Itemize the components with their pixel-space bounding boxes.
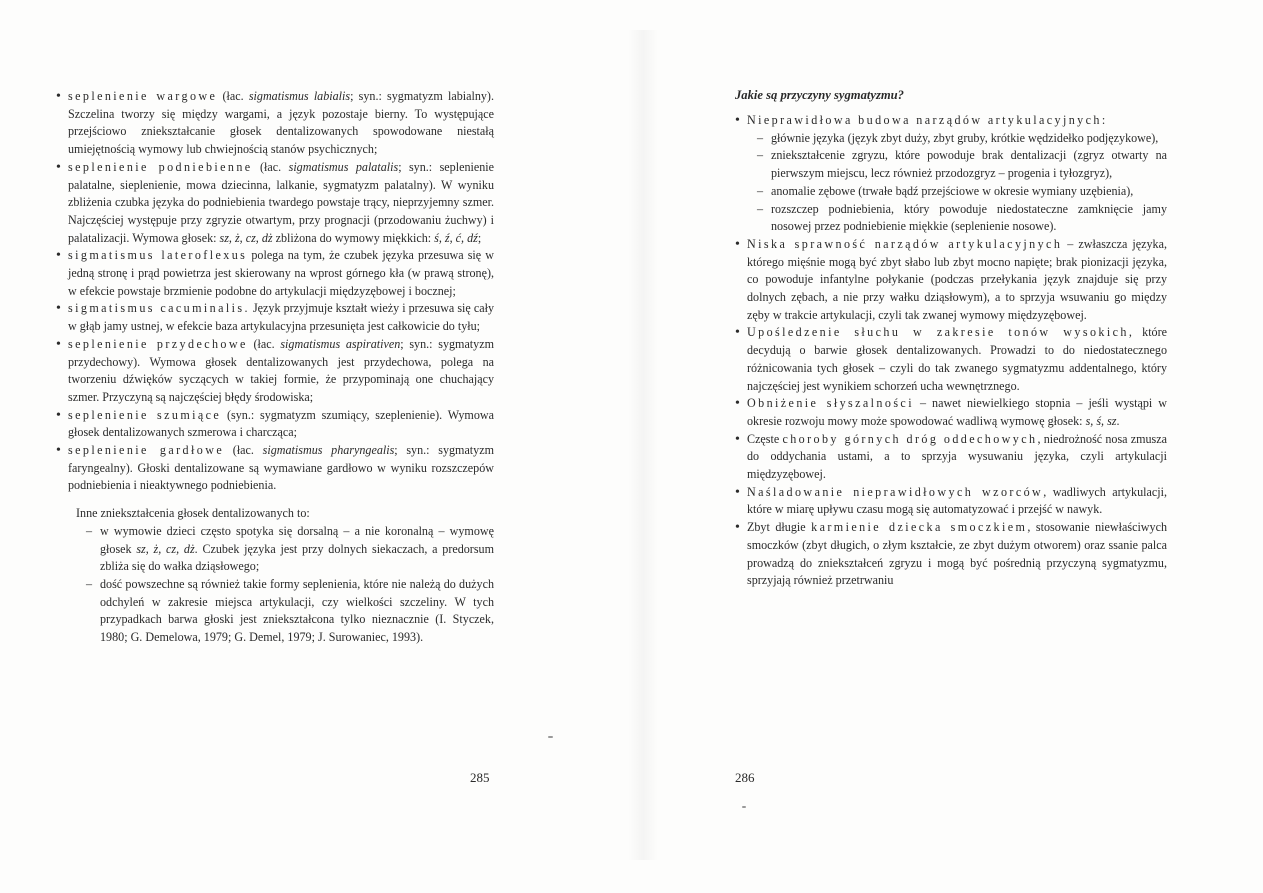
item-text: dość powszechne są również takie formy seplenienia, które nie należą do dużych odchyleń w zakresie miejsca artykulacji, czy wielkości szczeliny. W tych przypadkach barwa głoski jest zniekształcona tylko nieznacznie (I. Styczek, 1980; G. Demelowa, 1979; G. Demel, 1979; J. Surowaniec, 1993).	[100, 576, 494, 645]
cause-item	[735, 519, 1167, 590]
cause-term: Upośledzenie słuchu w zakresie tonów wysokich	[747, 325, 1129, 340]
item-text: (łac.	[252, 159, 289, 174]
cause-term: choroby górnych dróg oddechowych	[782, 431, 1038, 446]
cause-item	[735, 484, 1167, 519]
item-text: ; syn.: sygmatyzm przydechowy). Wymowa głosek dentalizowanych jest przydechowa, polega na tworzeniu dźwięków syczących w takiej formie, że przypominają one chuchający szmer. Przyczyną są najczęściej błędy środowiska;	[68, 336, 494, 404]
cause-term: karmienie dziecka smoczkiem	[811, 520, 1028, 535]
latin-name: sigmatismus aspirativen	[280, 336, 401, 351]
book-gutter	[628, 30, 658, 860]
cause-term: Niska sprawność narządów artykulacyjnych	[747, 236, 1063, 251]
cause-sublist	[747, 130, 1167, 236]
item-text: ; syn.: seplenienie palatalne, sieplenienie, mowa dziecinna, lalkanie, sygmatyzm palatalny). W wyniku zbliżenia czubka języka do podniebienia twardego powstaje trący, nieprzyjemny szmer. Najczęściej występuje przy zgryzie otwartym, przy prognacji (przodowaniu żuchwy) i palatalizacji. Wymowa głosek:	[68, 159, 494, 245]
item-text: (łac.	[217, 89, 249, 103]
latin-name: sigmatismus labialis	[248, 89, 351, 103]
left-page	[56, 88, 494, 647]
cause-item	[735, 112, 1167, 236]
item-text: ; syn.: sygmatyzm labialny). Szczelina tworzy się między wargami, a język pozostaje bierny. To występujące przejściowo zniekształcanie głosek dentalizowanych spowodowane niestałą umiejętnością wymowy lub chwiejnością stanów psychicznych;	[68, 89, 494, 157]
item-text: (łac.	[224, 443, 263, 458]
sigmatism-type-item	[56, 442, 494, 495]
item-text: Język przyjmuje kształt wieży i przesuwa się cały w głąb jamy ustnej, w efekcie baza artykulacyjna przesunięta jest całkowicie do tyłu;	[68, 301, 494, 334]
item-text: Zbyt długie	[747, 520, 812, 535]
phoneme-list: sz, ż, cz, dż	[136, 541, 195, 556]
sigmatism-type-item	[56, 88, 494, 159]
sigmatism-type-item	[56, 159, 494, 248]
sigmatism-type-item	[56, 407, 494, 442]
right-page	[735, 88, 1167, 590]
sigmatism-term: sigmatismus lateroflexus	[68, 248, 248, 263]
item-text: (syn.: sygmatyzm szumiący, szeplenienie). Wymowa głosek dentalizowanych szmerowa i charcząca;	[68, 407, 494, 440]
sigmatism-term: seplenienie przydechowe	[68, 336, 248, 351]
cause-item	[735, 395, 1167, 430]
item-text: ;	[477, 230, 482, 245]
cause-subitem: – anomalie zębowe (trwałe bądź przejściowe w okresie wymiany uzębienia),	[747, 183, 1167, 201]
item-text: .	[1116, 413, 1120, 428]
item-text: . Czubek języka jest przy dolnych siekaczach, a predorsum zbliża się do wałka dziąsłowego;	[100, 541, 494, 574]
item-text: ; syn.: sygmatyzm faryngealny). Głoski dentalizowane są wymawiane gardłowo w wyniku rozszczepów podniebienia i nieaktywnego podniebienia.	[68, 443, 494, 493]
item-text: , które decydują o barwie głosek dentalizowanych. Prowadzi to do niedostatecznego różnicowania tych głosek – czyli do tak zwanego sygmatyzmu addentalnego, który najczęściej jest wynikiem schorzeń ucha wewnętrznego.	[747, 325, 1167, 393]
item-text: zbliżona do wymowy miękkich:	[272, 230, 435, 245]
sigmatism-term: seplenienie wargowe	[68, 89, 218, 103]
cause-term: Obniżenie słyszalności	[747, 396, 914, 411]
cause-term: Naśladowanie nieprawidłowych wzorców	[747, 484, 1044, 499]
cause-subitem: – rozszczep podniebienia, który powoduje niedostateczne zamknięcie jamy nosowej przez podniebienie miękkie (seplenienie nosowe).	[747, 201, 1167, 236]
phoneme-list: ś, ź, ć, dź	[434, 230, 478, 245]
other-distortions-heading: Inne zniekształcenia głosek dentalizowanych to:	[76, 506, 310, 521]
sigmatism-term: sigmatismus cacuminalis.	[68, 301, 250, 316]
other-distortion-item	[76, 576, 494, 647]
item-text: , stosowanie niewłaściwych smoczków (zbyt długich, o złym kształcie, ze zbyt dużym otworem) oraz ssanie palca prowadzą do zniekształceń zgryzu i mogą być pośrednią przyczyną sygmatyzmu, sprzyjają również przetrwaniu	[747, 520, 1168, 588]
phoneme-list: s, ś, sz	[1085, 413, 1117, 428]
scan-speck	[742, 806, 746, 808]
latin-name: sigmatismus palatalis	[288, 159, 399, 174]
sigmatism-type-item	[56, 336, 494, 407]
item-text: Częste	[747, 431, 783, 446]
cause-item	[735, 236, 1167, 325]
cause-colon: :	[1101, 113, 1106, 127]
cause-subitem: – zniekształcenie zgryzu, które powoduje brak dentalizacji (zgryz otwarty na pierwszym miejscu, lecz również przodozgryz – progenia i tyłozgryz),	[747, 147, 1167, 182]
sigmatism-term: seplenienie szumiące	[68, 407, 222, 422]
left-page-number: 285	[470, 770, 490, 785]
item-text: polega na tym, że czubek języka przesuwa się w jedną stronę i prąd powietrza jest skierowany na wprost górnego kła (w prawą stronę), w efekcie powstaje brzmienie podobne do artykulacji międzyzębowej i bocznej;	[68, 248, 494, 298]
sigmatism-type-item	[56, 300, 494, 335]
other-distortion-item	[76, 523, 494, 576]
item-text: , wadliwych artykulacji, które w miarę upływu czasu mogą się automatyzować i przejść w nawyk.	[747, 484, 1167, 517]
item-text: – nawet niewielkiego stopnia – jeśli wystąpi w okresie rozwoju mowy może spowodować wadliwą wymowę głosek:	[747, 396, 1167, 428]
cause-subitem: – głównie języka (język zbyt duży, zbyt gruby, krótkie wędzidełko podjęzykowe),	[747, 130, 1167, 148]
item-text: – zwłaszcza języka, którego mięśnie mogą być zbyt słabo lub zbyt mocno napięte; brak pionizacji języka, co powoduje infantylne połykanie (podczas przełykania język znajduje się przy dolnych zębach, a nie przy wałku dziąsłowym), a to sprzyja wsuwaniu go między zęby w trakcie artykulacji, czyli tak zwanej wymowy międzyzębowej.	[747, 236, 1167, 322]
sigmatism-term: seplenienie podniebienne	[68, 159, 253, 174]
cause-term: Nieprawidłowa budowa narządów artykulacyjnych	[747, 113, 1102, 127]
latin-name: sigmatismus pharyngealis	[262, 443, 395, 458]
other-distortions-list	[76, 523, 494, 647]
cause-item	[735, 431, 1167, 484]
sigmatism-term: seplenienie gardłowe	[68, 443, 225, 458]
item-text: (łac.	[247, 336, 281, 351]
sigmatism-type-item	[56, 247, 494, 300]
cause-item	[735, 324, 1167, 395]
item-text: w wymowie dzieci często spotyka się dorsalną – a nie koronalną – wymowę głosek	[100, 523, 494, 556]
phoneme-list: sz, ż, cz, dż	[219, 230, 273, 245]
scan-speck	[548, 736, 553, 738]
section-heading: Jakie są przyczyny sygmatyzmu?	[735, 88, 904, 102]
item-text: , niedrożność nosa zmusza do oddychania ustami, a to sprzyja wysuwaniu języka, czyli artykulacji międzyzębowej.	[747, 431, 1167, 482]
other-distortions-block	[76, 505, 494, 647]
right-page-number: 286	[735, 770, 755, 785]
